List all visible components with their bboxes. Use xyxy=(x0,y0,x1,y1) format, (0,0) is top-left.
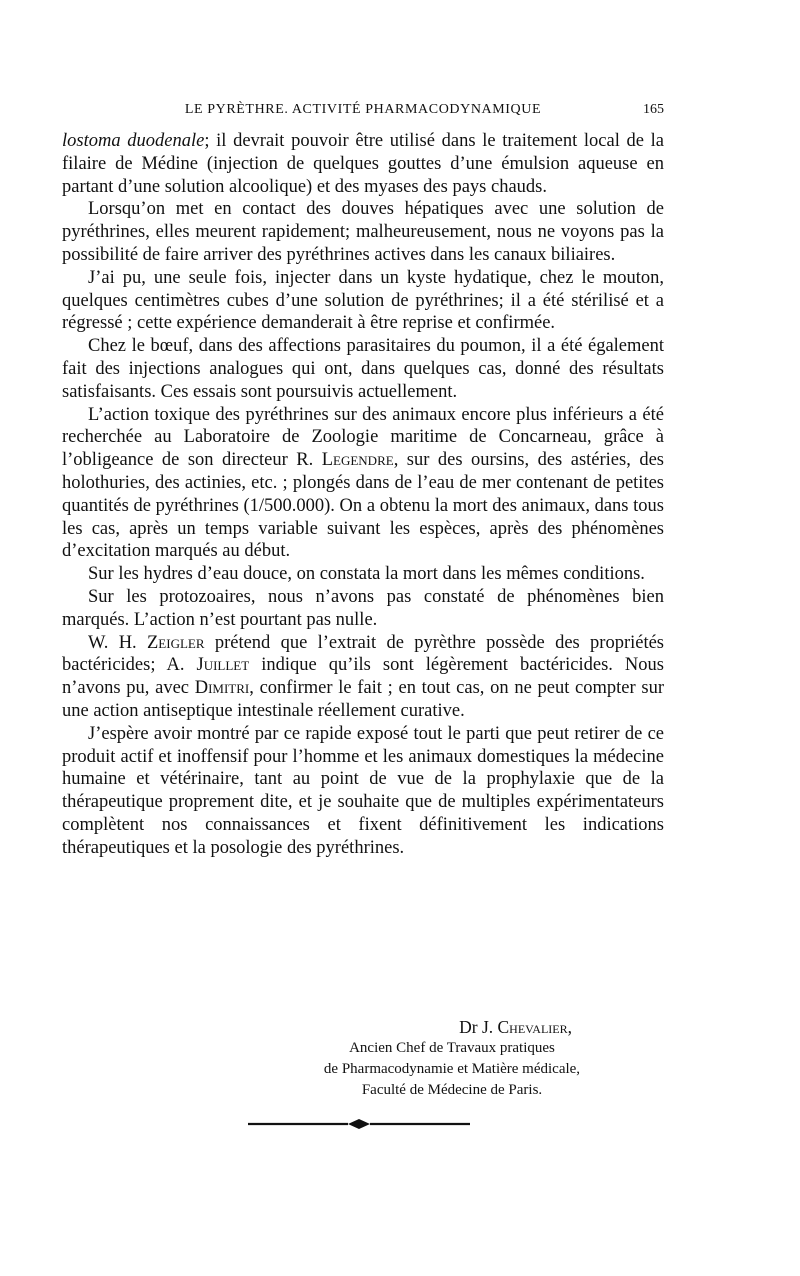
body-text xyxy=(62,130,664,860)
signature-line-2: de Pharmacodynamie et Matière médicale, xyxy=(323,1061,581,1077)
paragraph-7: Sur les protozoaires, nous n’avons pas constaté de phénomènes bien marqués. L’action n’est pourtant pas nulle. xyxy=(62,586,664,630)
author-name: Zeigler xyxy=(147,632,205,653)
paragraph-8-text-a: W. H. xyxy=(88,632,147,653)
paragraph-1-text: ; il devrait pouvoir être utilisé dans le traitement local de la filaire de Médine (injection de quelques gouttes d’une émulsion aqueuse en partant d’une solution alcoolique) et des myases des pays chauds. xyxy=(62,131,665,197)
paragraph-8 xyxy=(62,632,664,723)
signature-block xyxy=(62,1016,664,1101)
paragraph-6: Sur les hydres d’eau douce, on constata la mort dans les mêmes conditions. xyxy=(88,564,645,585)
paragraph-5-text-b: , sur des oursins, des astéries, des holothuries, des actinies, etc. ; plongés dans de l’eau de mer contenant de petites quantités de pyréthrines (1/500.000). On a obtenu la mort des animaux, dans tous les cas, après un temps variable suivant les espèces, après des phénomènes d’excitation marqués au début. xyxy=(62,450,664,562)
signature-name xyxy=(62,1016,664,1038)
paragraph-9: J’espère avoir montré par ce rapide exposé tout le parti que peut retirer de ce produit actif et inoffensif pour l’homme et les animaux domestiques la médecine humaine et vétérinaire, tant au point de vue de la prophylaxie que de la thérapeutique proprement dite, et je souhaite que de multiples expérimentateurs complètent nos connaissances et fixent définitivement les indications thérapeutiques et la posologie des pyréthrines. xyxy=(62,723,664,858)
signature-title: Dr xyxy=(459,1017,478,1037)
signature-suffix: , xyxy=(567,1017,572,1037)
author-name: Dimitri xyxy=(194,678,250,699)
author-name: Juillet xyxy=(196,655,250,676)
paragraph-1 xyxy=(62,130,664,198)
signature-surname: Chevalier xyxy=(497,1017,568,1037)
ornament-diamond-icon xyxy=(348,1119,370,1129)
signature-initial: J. xyxy=(481,1017,498,1037)
paragraph-2: Lorsqu’on met en contact des douves hépatiques avec une solution de pyréthrines, elles meurent rapidement; malheureusement, nous ne voyons pas la possibilité de faire arriver des pyréthrines actives dans les canaux biliaires. xyxy=(62,199,664,265)
paragraph-8-text-c: indique qu’ils sont légèrement bactéricides. Nous n’avons pu, avec xyxy=(62,655,664,699)
paragraph-5 xyxy=(62,404,664,564)
paragraph-8-text-b: prétend que l’extrait de pyrèthre possède des propriétés bactéricides; A. xyxy=(62,632,665,676)
signature-line-3: Faculté de Médecine de Paris. xyxy=(361,1082,543,1098)
paragraph-8-text-d: , confirmer le fait ; en tout cas, on ne peut compter sur une action antiseptique intestinale réellement curative. xyxy=(62,678,664,721)
diamond-rule-ornament xyxy=(248,1118,470,1130)
paragraph-3: J’ai pu, une seule fois, injecter dans un kyste hydatique, chez le mouton, quelques centimètres cubes d’une solution de pyréthrines; il a été stérilisé et a régressé ; cette expérience demanderait à être reprise et confirmée. xyxy=(62,267,664,334)
paragraph-5-text-a: L’action toxique des pyréthrines sur des animaux encore plus inférieurs a été recherchée au Laboratoire de Zoologie maritime de Concarneau, grâce à l’obligeance de son directeur R. xyxy=(62,404,664,471)
author-name: Legendre xyxy=(321,450,394,471)
italic-term: lostoma duodenale xyxy=(62,131,205,151)
signature-line-1: Ancien Chef de Travaux pratiques xyxy=(349,1040,555,1056)
paragraph-4: Chez le bœuf, dans des affections parasitaires du poumon, il a été également fait des injections analogues qui ont, dans quelques cas, donné des résultats satisfaisants. Ces essais sont poursuivis actuellement. xyxy=(62,336,664,402)
running-title: LE PYRÈTHRE. ACTIVITÉ PHARMACODYNAMIQUE xyxy=(184,102,542,117)
running-header xyxy=(62,100,664,124)
page-number: 165 xyxy=(643,102,664,117)
